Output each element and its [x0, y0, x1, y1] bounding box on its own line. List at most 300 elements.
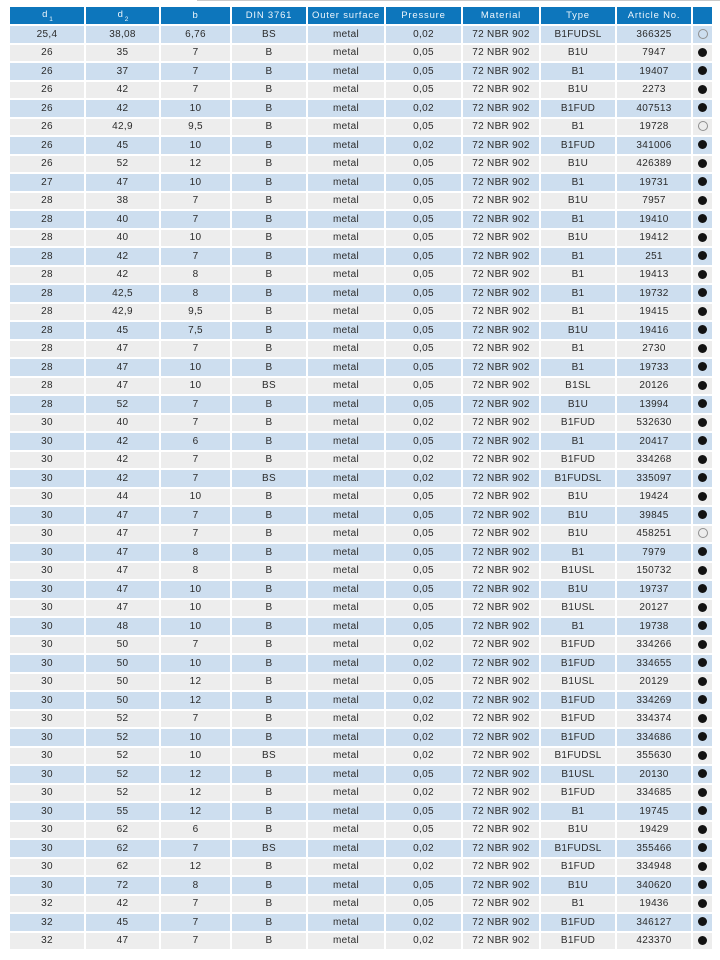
cell-d2: 42: [86, 82, 161, 101]
filled-circle-icon: [698, 788, 707, 797]
cell-material: 72 NBR 902: [463, 359, 541, 378]
cell-pressure: 0,05: [386, 896, 463, 915]
filled-circle-icon: [698, 732, 707, 741]
cell-pressure: 0,05: [386, 507, 463, 526]
table-row: [10, 507, 712, 526]
cell-d1: 30: [10, 618, 86, 637]
table-row: [10, 452, 712, 471]
cell-outer-surface: metal: [308, 248, 386, 267]
cell-outer-surface: metal: [308, 581, 386, 600]
filled-circle-icon: [698, 751, 707, 760]
cell-material: 72 NBR 902: [463, 452, 541, 471]
cell-din-3761: B: [232, 230, 308, 249]
cell-b: 10: [161, 489, 232, 508]
cell-d2: 50: [86, 674, 161, 693]
cell-d2: 42: [86, 100, 161, 119]
cell-type: B1FUDSL: [541, 840, 617, 859]
cell-d2: 42,5: [86, 285, 161, 304]
cell-availability: [693, 26, 712, 45]
cell-article-no: 334686: [617, 729, 693, 748]
cell-d2: 44: [86, 489, 161, 508]
cell-article-no: 13994: [617, 396, 693, 415]
cell-b: 7: [161, 933, 232, 952]
cell-type: B1USL: [541, 563, 617, 582]
table-row: [10, 285, 712, 304]
cell-availability: [693, 174, 712, 193]
cell-availability: [693, 896, 712, 915]
cell-outer-surface: metal: [308, 563, 386, 582]
table-row: [10, 26, 712, 45]
cell-type: B1: [541, 267, 617, 286]
cell-b: 7: [161, 248, 232, 267]
cell-availability: [693, 877, 712, 896]
filled-circle-icon: [698, 196, 707, 205]
cell-outer-surface: metal: [308, 822, 386, 841]
cell-d2: 42: [86, 248, 161, 267]
cell-material: 72 NBR 902: [463, 415, 541, 434]
cell-pressure: 0,05: [386, 211, 463, 230]
cell-outer-surface: metal: [308, 766, 386, 785]
table-row: [10, 933, 712, 952]
cell-availability: [693, 470, 712, 489]
col-header-availability: [693, 7, 712, 26]
cell-outer-surface: metal: [308, 193, 386, 212]
col-header-d2: $d_2$: [86, 7, 161, 26]
cell-type: B1: [541, 341, 617, 360]
cell-d2: 62: [86, 840, 161, 859]
cell-b: 7: [161, 396, 232, 415]
cell-d1: 26: [10, 119, 86, 138]
cell-d2: 47: [86, 544, 161, 563]
cell-availability: [693, 692, 712, 711]
cell-type: B1U: [541, 82, 617, 101]
cell-din-3761: B: [232, 526, 308, 545]
cell-material: 72 NBR 902: [463, 100, 541, 119]
cell-d1: 30: [10, 489, 86, 508]
cell-d1: 30: [10, 729, 86, 748]
cell-din-3761: B: [232, 100, 308, 119]
cell-availability: [693, 285, 712, 304]
cell-b: 12: [161, 803, 232, 822]
cell-d1: 30: [10, 803, 86, 822]
table-row: [10, 766, 712, 785]
cell-d2: 47: [86, 378, 161, 397]
filled-circle-icon: [698, 270, 707, 279]
header-row: [10, 7, 712, 26]
cell-d2: 42: [86, 896, 161, 915]
cell-pressure: 0,02: [386, 785, 463, 804]
cell-material: 72 NBR 902: [463, 877, 541, 896]
cell-article-no: 334685: [617, 785, 693, 804]
table-row: [10, 637, 712, 656]
filled-circle-icon: [698, 140, 707, 149]
cell-b: 6: [161, 822, 232, 841]
cell-material: 72 NBR 902: [463, 285, 541, 304]
cell-outer-surface: metal: [308, 45, 386, 64]
cell-d1: 30: [10, 711, 86, 730]
cell-outer-surface: metal: [308, 63, 386, 82]
cell-type: B1FUD: [541, 933, 617, 952]
cell-din-3761: BS: [232, 378, 308, 397]
cell-outer-surface: metal: [308, 267, 386, 286]
cell-pressure: 0,02: [386, 100, 463, 119]
cell-article-no: 19728: [617, 119, 693, 138]
table-row: [10, 600, 712, 619]
cell-availability: [693, 618, 712, 637]
cell-type: B1FUD: [541, 415, 617, 434]
cell-d2: 45: [86, 137, 161, 156]
cell-pressure: 0,05: [386, 82, 463, 101]
filled-circle-icon: [698, 695, 707, 704]
col-header-din-3761: DIN 3761: [232, 7, 308, 26]
cell-d2: 42,9: [86, 304, 161, 323]
filled-circle-icon: [698, 510, 707, 519]
cell-d1: 27: [10, 174, 86, 193]
cell-type: B1: [541, 211, 617, 230]
cell-outer-surface: metal: [308, 211, 386, 230]
cell-pressure: 0,02: [386, 452, 463, 471]
cell-din-3761: B: [232, 359, 308, 378]
table-row: [10, 729, 712, 748]
table-body: [10, 26, 712, 951]
cell-type: B1FUD: [541, 785, 617, 804]
cell-b: 7: [161, 470, 232, 489]
cell-d1: 28: [10, 230, 86, 249]
filled-circle-icon: [698, 233, 707, 242]
table-row: [10, 692, 712, 711]
cell-din-3761: B: [232, 692, 308, 711]
table-row: [10, 100, 712, 119]
table-row: [10, 211, 712, 230]
cell-article-no: 334655: [617, 655, 693, 674]
cell-pressure: 0,02: [386, 748, 463, 767]
cell-type: B1SL: [541, 378, 617, 397]
cell-pressure: 0,05: [386, 322, 463, 341]
cell-d2: 47: [86, 341, 161, 360]
cell-d1: 30: [10, 507, 86, 526]
cell-d1: 32: [10, 933, 86, 952]
filled-circle-icon: [698, 288, 707, 297]
cell-din-3761: BS: [232, 840, 308, 859]
cell-availability: [693, 100, 712, 119]
cell-availability: [693, 674, 712, 693]
cell-d2: 38,08: [86, 26, 161, 45]
cell-pressure: 0,02: [386, 137, 463, 156]
table-row: [10, 230, 712, 249]
filled-circle-icon: [698, 621, 707, 630]
cell-outer-surface: metal: [308, 100, 386, 119]
table-row: [10, 859, 712, 878]
cell-article-no: 251: [617, 248, 693, 267]
cell-availability: [693, 211, 712, 230]
filled-circle-icon: [698, 843, 707, 852]
cell-availability: [693, 489, 712, 508]
cell-type: B1FUD: [541, 914, 617, 933]
cell-d2: 52: [86, 785, 161, 804]
cell-d1: 30: [10, 581, 86, 600]
product-table: [10, 7, 712, 951]
filled-circle-icon: [698, 436, 707, 445]
cell-pressure: 0,05: [386, 563, 463, 582]
open-circle-icon: [698, 121, 708, 131]
filled-circle-icon: [698, 584, 707, 593]
cell-din-3761: B: [232, 766, 308, 785]
cell-pressure: 0,02: [386, 840, 463, 859]
cell-b: 12: [161, 766, 232, 785]
cell-material: 72 NBR 902: [463, 304, 541, 323]
cell-material: 72 NBR 902: [463, 230, 541, 249]
cell-din-3761: B: [232, 45, 308, 64]
cell-article-no: 7957: [617, 193, 693, 212]
cell-material: 72 NBR 902: [463, 618, 541, 637]
table-row: [10, 359, 712, 378]
cell-d1: 28: [10, 211, 86, 230]
cell-b: 7: [161, 341, 232, 360]
cell-article-no: 20129: [617, 674, 693, 693]
cell-type: B1: [541, 433, 617, 452]
cell-din-3761: B: [232, 304, 308, 323]
cell-b: 10: [161, 100, 232, 119]
cell-pressure: 0,05: [386, 63, 463, 82]
cell-d2: 48: [86, 618, 161, 637]
filled-circle-icon: [698, 455, 707, 464]
cell-d2: 52: [86, 729, 161, 748]
cell-availability: [693, 304, 712, 323]
cell-b: 10: [161, 655, 232, 674]
table-row: [10, 581, 712, 600]
cell-din-3761: B: [232, 248, 308, 267]
cell-outer-surface: metal: [308, 748, 386, 767]
cell-d1: 26: [10, 82, 86, 101]
cell-d2: 47: [86, 359, 161, 378]
cell-b: 7: [161, 914, 232, 933]
cell-pressure: 0,02: [386, 711, 463, 730]
cell-b: 10: [161, 748, 232, 767]
cell-availability: [693, 378, 712, 397]
cell-type: B1U: [541, 322, 617, 341]
cell-type: B1: [541, 174, 617, 193]
cell-pressure: 0,05: [386, 45, 463, 64]
cell-d1: 30: [10, 526, 86, 545]
cell-outer-surface: metal: [308, 896, 386, 915]
cell-d2: 55: [86, 803, 161, 822]
cell-din-3761: B: [232, 396, 308, 415]
cell-outer-surface: metal: [308, 840, 386, 859]
cell-pressure: 0,05: [386, 433, 463, 452]
cell-type: B1FUD: [541, 637, 617, 656]
cell-article-no: 340620: [617, 877, 693, 896]
cell-d2: 50: [86, 655, 161, 674]
cell-type: B1U: [541, 822, 617, 841]
cell-type: B1U: [541, 581, 617, 600]
cell-outer-surface: metal: [308, 729, 386, 748]
cell-outer-surface: metal: [308, 544, 386, 563]
filled-circle-icon: [698, 714, 707, 723]
cell-d2: 45: [86, 322, 161, 341]
cell-material: 72 NBR 902: [463, 766, 541, 785]
cell-article-no: 150732: [617, 563, 693, 582]
cell-b: 12: [161, 674, 232, 693]
cell-type: B1: [541, 285, 617, 304]
cell-din-3761: B: [232, 822, 308, 841]
cell-d1: 32: [10, 896, 86, 915]
cell-type: B1FUD: [541, 452, 617, 471]
cell-d2: 62: [86, 822, 161, 841]
cell-article-no: 19407: [617, 63, 693, 82]
cell-din-3761: B: [232, 914, 308, 933]
table-row: [10, 63, 712, 82]
cell-din-3761: B: [232, 674, 308, 693]
cell-d2: 42,9: [86, 119, 161, 138]
cell-pressure: 0,02: [386, 729, 463, 748]
cell-pressure: 0,05: [386, 378, 463, 397]
cell-d2: 50: [86, 692, 161, 711]
cell-d2: 47: [86, 933, 161, 952]
table-row: [10, 304, 712, 323]
table-row: [10, 82, 712, 101]
cell-material: 72 NBR 902: [463, 137, 541, 156]
cell-availability: [693, 748, 712, 767]
table-row: [10, 877, 712, 896]
cell-article-no: 19738: [617, 618, 693, 637]
cell-material: 72 NBR 902: [463, 544, 541, 563]
cell-type: B1U: [541, 489, 617, 508]
filled-circle-icon: [698, 473, 707, 482]
cell-din-3761: B: [232, 618, 308, 637]
cell-pressure: 0,05: [386, 193, 463, 212]
filled-circle-icon: [698, 492, 707, 501]
cell-b: 10: [161, 581, 232, 600]
cell-b: 12: [161, 785, 232, 804]
cell-d1: 28: [10, 248, 86, 267]
cell-din-3761: B: [232, 859, 308, 878]
cell-d2: 42: [86, 267, 161, 286]
cell-availability: [693, 193, 712, 212]
cell-material: 72 NBR 902: [463, 526, 541, 545]
cell-outer-surface: metal: [308, 785, 386, 804]
cell-outer-surface: metal: [308, 174, 386, 193]
cell-din-3761: B: [232, 82, 308, 101]
cell-d1: 30: [10, 600, 86, 619]
cell-din-3761: B: [232, 655, 308, 674]
cell-pressure: 0,05: [386, 600, 463, 619]
cell-article-no: 19415: [617, 304, 693, 323]
cell-d1: 30: [10, 563, 86, 582]
filled-circle-icon: [698, 66, 707, 75]
cell-availability: [693, 452, 712, 471]
cell-b: 7: [161, 637, 232, 656]
cell-availability: [693, 803, 712, 822]
table-row: [10, 674, 712, 693]
cell-din-3761: B: [232, 119, 308, 138]
filled-circle-icon: [698, 603, 707, 612]
col-header-type: Type: [541, 7, 617, 26]
cell-d1: 30: [10, 544, 86, 563]
cell-d1: 30: [10, 674, 86, 693]
table-row: [10, 785, 712, 804]
cell-material: 72 NBR 902: [463, 174, 541, 193]
cell-article-no: 19412: [617, 230, 693, 249]
cell-d2: 47: [86, 563, 161, 582]
cell-article-no: 334374: [617, 711, 693, 730]
cell-outer-surface: metal: [308, 26, 386, 45]
cell-article-no: 19733: [617, 359, 693, 378]
cell-din-3761: B: [232, 637, 308, 656]
cell-material: 72 NBR 902: [463, 637, 541, 656]
cell-pressure: 0,05: [386, 822, 463, 841]
cell-outer-surface: metal: [308, 655, 386, 674]
col-header-outer-surface: Outer surface: [308, 7, 386, 26]
cell-din-3761: B: [232, 600, 308, 619]
cell-d1: 26: [10, 100, 86, 119]
cell-type: B1U: [541, 230, 617, 249]
cell-availability: [693, 341, 712, 360]
table-row: [10, 378, 712, 397]
cell-b: 10: [161, 174, 232, 193]
cell-d1: 28: [10, 359, 86, 378]
cell-material: 72 NBR 902: [463, 896, 541, 915]
cell-material: 72 NBR 902: [463, 433, 541, 452]
cell-outer-surface: metal: [308, 433, 386, 452]
cell-type: B1: [541, 544, 617, 563]
cell-availability: [693, 822, 712, 841]
cell-outer-surface: metal: [308, 803, 386, 822]
cell-d2: 37: [86, 63, 161, 82]
table-row: [10, 248, 712, 267]
cell-availability: [693, 581, 712, 600]
cell-pressure: 0,02: [386, 637, 463, 656]
cell-d2: 38: [86, 193, 161, 212]
col-header-b: b: [161, 7, 232, 26]
cell-outer-surface: metal: [308, 526, 386, 545]
cell-availability: [693, 840, 712, 859]
table-row: [10, 489, 712, 508]
filled-circle-icon: [698, 399, 707, 408]
cell-b: 7: [161, 45, 232, 64]
cell-type: B1U: [541, 45, 617, 64]
cell-type: B1: [541, 803, 617, 822]
cell-type: B1: [541, 119, 617, 138]
cell-d1: 28: [10, 396, 86, 415]
cell-din-3761: B: [232, 877, 308, 896]
filled-circle-icon: [698, 825, 707, 834]
cell-d1: 26: [10, 63, 86, 82]
cell-d2: 50: [86, 637, 161, 656]
cell-b: 7: [161, 415, 232, 434]
cell-outer-surface: metal: [308, 359, 386, 378]
cell-article-no: 19436: [617, 896, 693, 915]
cell-d1: 30: [10, 785, 86, 804]
cell-type: B1U: [541, 396, 617, 415]
filled-circle-icon: [698, 640, 707, 649]
cell-din-3761: B: [232, 896, 308, 915]
cell-availability: [693, 914, 712, 933]
cell-b: 7: [161, 840, 232, 859]
cell-pressure: 0,02: [386, 655, 463, 674]
table-row: [10, 267, 712, 286]
cell-material: 72 NBR 902: [463, 82, 541, 101]
filled-circle-icon: [698, 177, 707, 186]
cell-d1: 30: [10, 877, 86, 896]
cell-availability: [693, 526, 712, 545]
cell-article-no: 19745: [617, 803, 693, 822]
cell-material: 72 NBR 902: [463, 396, 541, 415]
cell-availability: [693, 359, 712, 378]
cell-availability: [693, 655, 712, 674]
cell-b: 7: [161, 193, 232, 212]
cell-outer-surface: metal: [308, 230, 386, 249]
divider-line: [197, 0, 720, 1]
